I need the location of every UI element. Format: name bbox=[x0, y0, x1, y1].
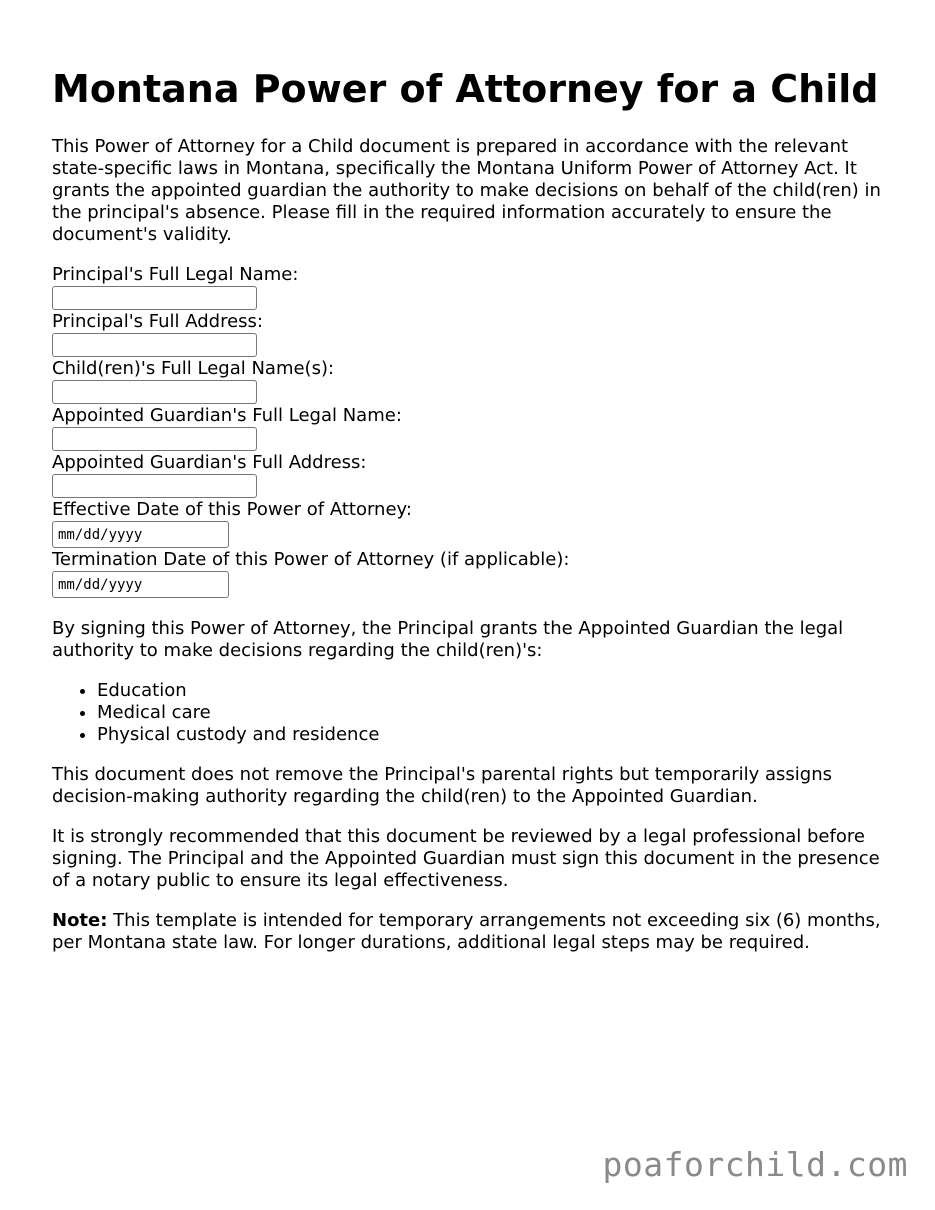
principal-address-label: Principal's Full Address: bbox=[52, 311, 263, 332]
principal-name-label: Principal's Full Legal Name: bbox=[52, 264, 299, 285]
note-paragraph bbox=[52, 910, 892, 954]
guardian-address-label: Appointed Guardian's Full Address: bbox=[52, 452, 367, 473]
effective-date-placeholder: mm/dd/yyyy bbox=[58, 526, 143, 543]
note-label: Note: bbox=[52, 910, 108, 931]
grant-paragraph: By signing this Power of Attorney, the Principal grants the Appointed Guardian the legal authority to make decisions regarding the child(ren)'s: bbox=[52, 618, 844, 661]
termination-date-input[interactable] bbox=[52, 571, 229, 598]
list-item: • Physical custody and residence bbox=[97, 724, 892, 746]
principal-name-input[interactable] bbox=[52, 286, 257, 310]
guardian-address-input[interactable] bbox=[52, 474, 257, 498]
intro-paragraph: This Power of Attorney for a Child document is prepared in accordance with the relevant state-specific laws in Montana, specifically the Montana Uniform Power of Attorney Act. It grants the appointed guardian the authority to make decisions on behalf of the child(ren) in the principal's absence. Please fill in the required information accurately to ensure the document's validity. bbox=[52, 136, 881, 245]
recommendation-paragraph: It is strongly recommended that this document be reviewed by a legal professional before signing. The Principal and the Appointed Guardian must sign this document in the presence of a notary public to ensure its legal effectiveness. bbox=[52, 826, 880, 891]
note-text: This template is intended for temporary arrangements not exceeding six (6) months, per Montana state law. For longer durations, additional legal steps may be required. bbox=[52, 910, 881, 953]
document-title: Montana Power of Attorney for a Child bbox=[52, 67, 879, 111]
termination-date-placeholder: mm/dd/yyyy bbox=[58, 576, 143, 593]
children-names-label: Child(ren)'s Full Legal Name(s): bbox=[52, 358, 335, 379]
poa-form bbox=[52, 264, 892, 598]
principal-address-input[interactable] bbox=[52, 333, 257, 357]
termination-date-label: Termination Date of this Power of Attorney (if applicable): bbox=[52, 549, 570, 570]
effective-date-label: Effective Date of this Power of Attorney: bbox=[52, 499, 412, 520]
powers-list bbox=[52, 680, 892, 746]
document-page bbox=[52, 0, 892, 954]
guardian-name-input[interactable] bbox=[52, 427, 257, 451]
list-item: • Education bbox=[97, 680, 892, 702]
children-names-input[interactable] bbox=[52, 380, 257, 404]
rights-paragraph: This document does not remove the Principal's parental rights but temporarily assigns decision-making authority regarding the child(ren) to the Appointed Guardian. bbox=[52, 764, 833, 807]
guardian-name-label: Appointed Guardian's Full Legal Name: bbox=[52, 405, 402, 426]
site-watermark: poaforchild.com bbox=[602, 1145, 908, 1184]
list-item: • Medical care bbox=[97, 702, 892, 724]
effective-date-input[interactable] bbox=[52, 521, 229, 548]
